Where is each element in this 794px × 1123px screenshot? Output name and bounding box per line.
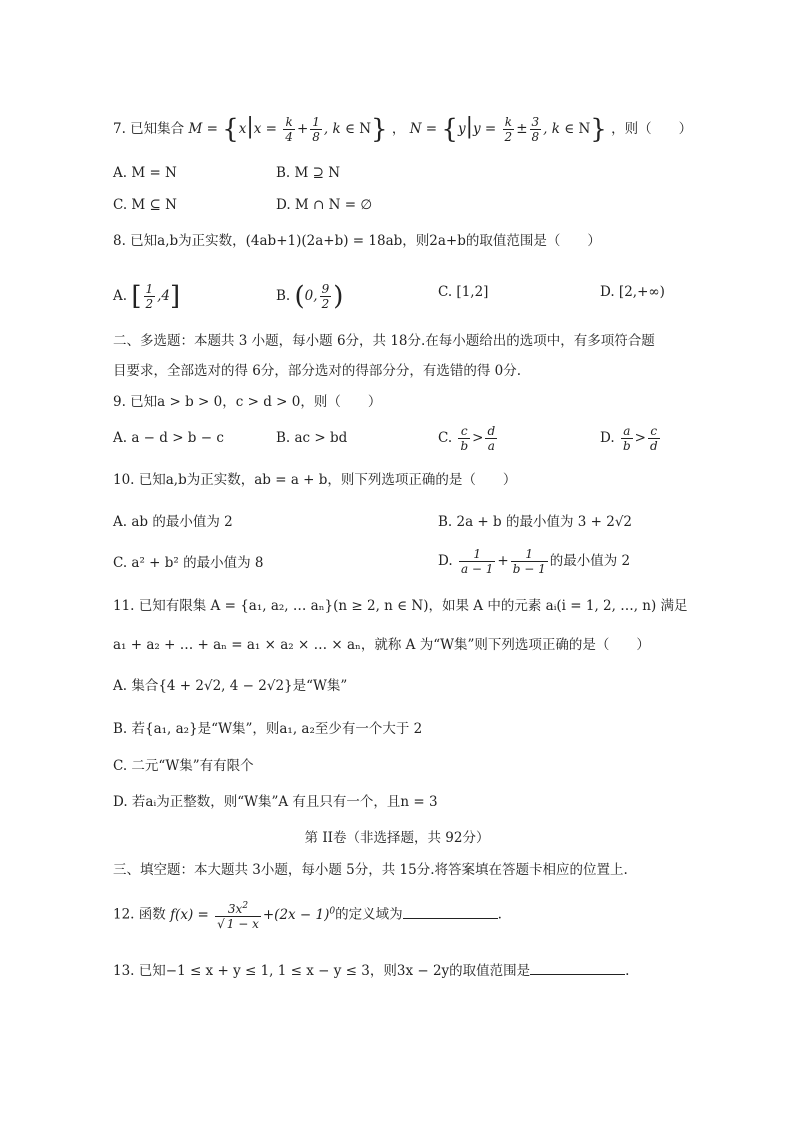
question-8-stem: 8. 已知a,b为正实数，(4ab+1)(2a+b) = 18ab，则2a+b的取值范围是（ ）	[113, 233, 601, 249]
q10-option-d-label: D.	[438, 553, 453, 569]
q9-option-d-math: $\frac{a}{b}$ > $\frac{c}{d}$	[622, 424, 658, 453]
section-2-line-1: 二、多选题：本题共 3 小题，每小题 6分，共 18分.在每小题给出的选项中，有多项符合题	[113, 333, 655, 349]
question-13	[113, 960, 629, 981]
q8-option-c: C. [1,2]	[438, 284, 489, 300]
question-9-stem: 9. 已知a > b > 0，c > d > 0，则（ ）	[113, 394, 382, 410]
q8-option-b-label: B.	[276, 288, 291, 304]
q7-option-d: D. M ∩ N = ∅	[276, 197, 373, 213]
q10-option-d-suffix: 的最小值为 2	[549, 553, 631, 569]
q9-option-d	[600, 424, 662, 453]
question-11-stem-2: a₁ + a₂ + … + aₙ = a₁ × a₂ × … × aₙ，就称 A 为“W集”则下列选项正确的是（ ）	[113, 637, 650, 653]
q7-set-n: N = {y|y = $\frac{k}{2}$ ± $\frac{3}{8}$ , k ∈ N}	[409, 114, 607, 145]
q10-option-d-math: $\frac{1}{a - 1}$ + $\frac{1}{b - 1}$	[460, 547, 546, 576]
q8-option-b	[276, 282, 343, 311]
q11-option-b: B. 若{a₁, a₂}是“W集”，则a₁, a₂至少有一个大于 2	[113, 721, 423, 737]
q7-set-m: M = {x|x = $\frac{k}{4}$ + $\frac{1}{8}$ , k ∈ N}	[188, 114, 388, 145]
q12-answer-blank[interactable]	[403, 904, 498, 919]
q11-option-d: D. 若aᵢ为正整数，则“W集”A 有且只有一个，且n = 3	[113, 794, 438, 810]
q12-suffix: 的定义域为	[335, 906, 403, 923]
question-10-stem: 10. 已知a,b为正实数，ab = a + b，则下列选项正确的是（ ）	[113, 472, 517, 488]
q8-option-a-label: A.	[113, 288, 128, 304]
q12-function: f(x) = $\frac{3x^2}{√ 1 - x}$ $+(2x - 1)^0$	[170, 901, 336, 931]
q7-option-b: B. M ⊇ N	[276, 165, 341, 181]
q8-option-a-math: [ $\frac{1}{2}$ ,4]	[131, 281, 181, 312]
q9-option-c-math: $\frac{c}{b}$ > $\frac{d}{a}$	[460, 424, 496, 453]
q10-option-a: A. ab 的最小值为 2	[113, 514, 233, 530]
q9-option-c-label: C.	[438, 430, 453, 446]
q12-prefix: 12. 函数	[113, 906, 166, 923]
q7-option-c: C. M ⊆ N	[113, 197, 177, 213]
q8-option-a	[113, 282, 180, 311]
q9-option-d-label: D.	[600, 430, 615, 446]
part-2-title: 第 II卷（非选择题，共 92分）	[304, 830, 490, 846]
question-12	[113, 899, 502, 931]
section-3-line: 三、填空题：本大题共 3小题，每小题 5分，共 15分.将答案填在答题卡相应的位置上.	[113, 862, 628, 878]
q13-prefix: 13. 已知−1 ≤ x + y ≤ 1, 1 ≤ x − y ≤ 3，则3x − 2y的取值范围是	[113, 963, 531, 979]
section-2-line-2: 目要求，全部选对的得 6分，部分选对的得部分分，有选错的得 0分.	[113, 363, 522, 379]
question-7: 7. 已知集合 M = {x|x = $\frac{k}{4}$ + $\frac{1}{8}$ , k ∈ N} ， N = {y|y = $\frac{k}{2}$ ± $\frac{3}{8}$ , k ∈ N} ，则（ ）	[113, 114, 693, 145]
q13-end: .	[625, 963, 630, 979]
q8-option-d: D. [2,+∞)	[600, 284, 665, 300]
q8-option-b-math: (0, $\frac{9}{2}$ )	[294, 281, 344, 312]
q9-option-c	[438, 424, 499, 453]
q9-option-b: B. ac > bd	[276, 430, 348, 446]
q7-stem-end: ，则（ ）	[611, 121, 693, 137]
q11-option-a: A. 集合{4 + 2√2, 4 − 2√2}是“W集”	[113, 678, 348, 694]
q13-answer-blank[interactable]	[530, 960, 625, 975]
question-11-stem-1: 11. 已知有限集 A = {a₁, a₂, … aₙ}(n ≥ 2, n ∈ N)，如果 A 中的元素 aᵢ(i = 1, 2, …, n) 满足	[113, 598, 688, 614]
q9-option-a: A. a − d > b − c	[113, 430, 224, 446]
q7-stem-start: 7. 已知集合	[113, 121, 185, 137]
q7-option-a: A. M = N	[113, 165, 177, 181]
q10-option-c: C. a² + b² 的最小值为 8	[113, 555, 264, 571]
q11-option-c: C. 二元“W集”有有限个	[113, 758, 254, 774]
q10-option-b: B. 2a + b 的最小值为 3 + 2√2	[438, 514, 633, 530]
q10-option-d	[438, 547, 630, 576]
q12-end: .	[497, 906, 502, 923]
